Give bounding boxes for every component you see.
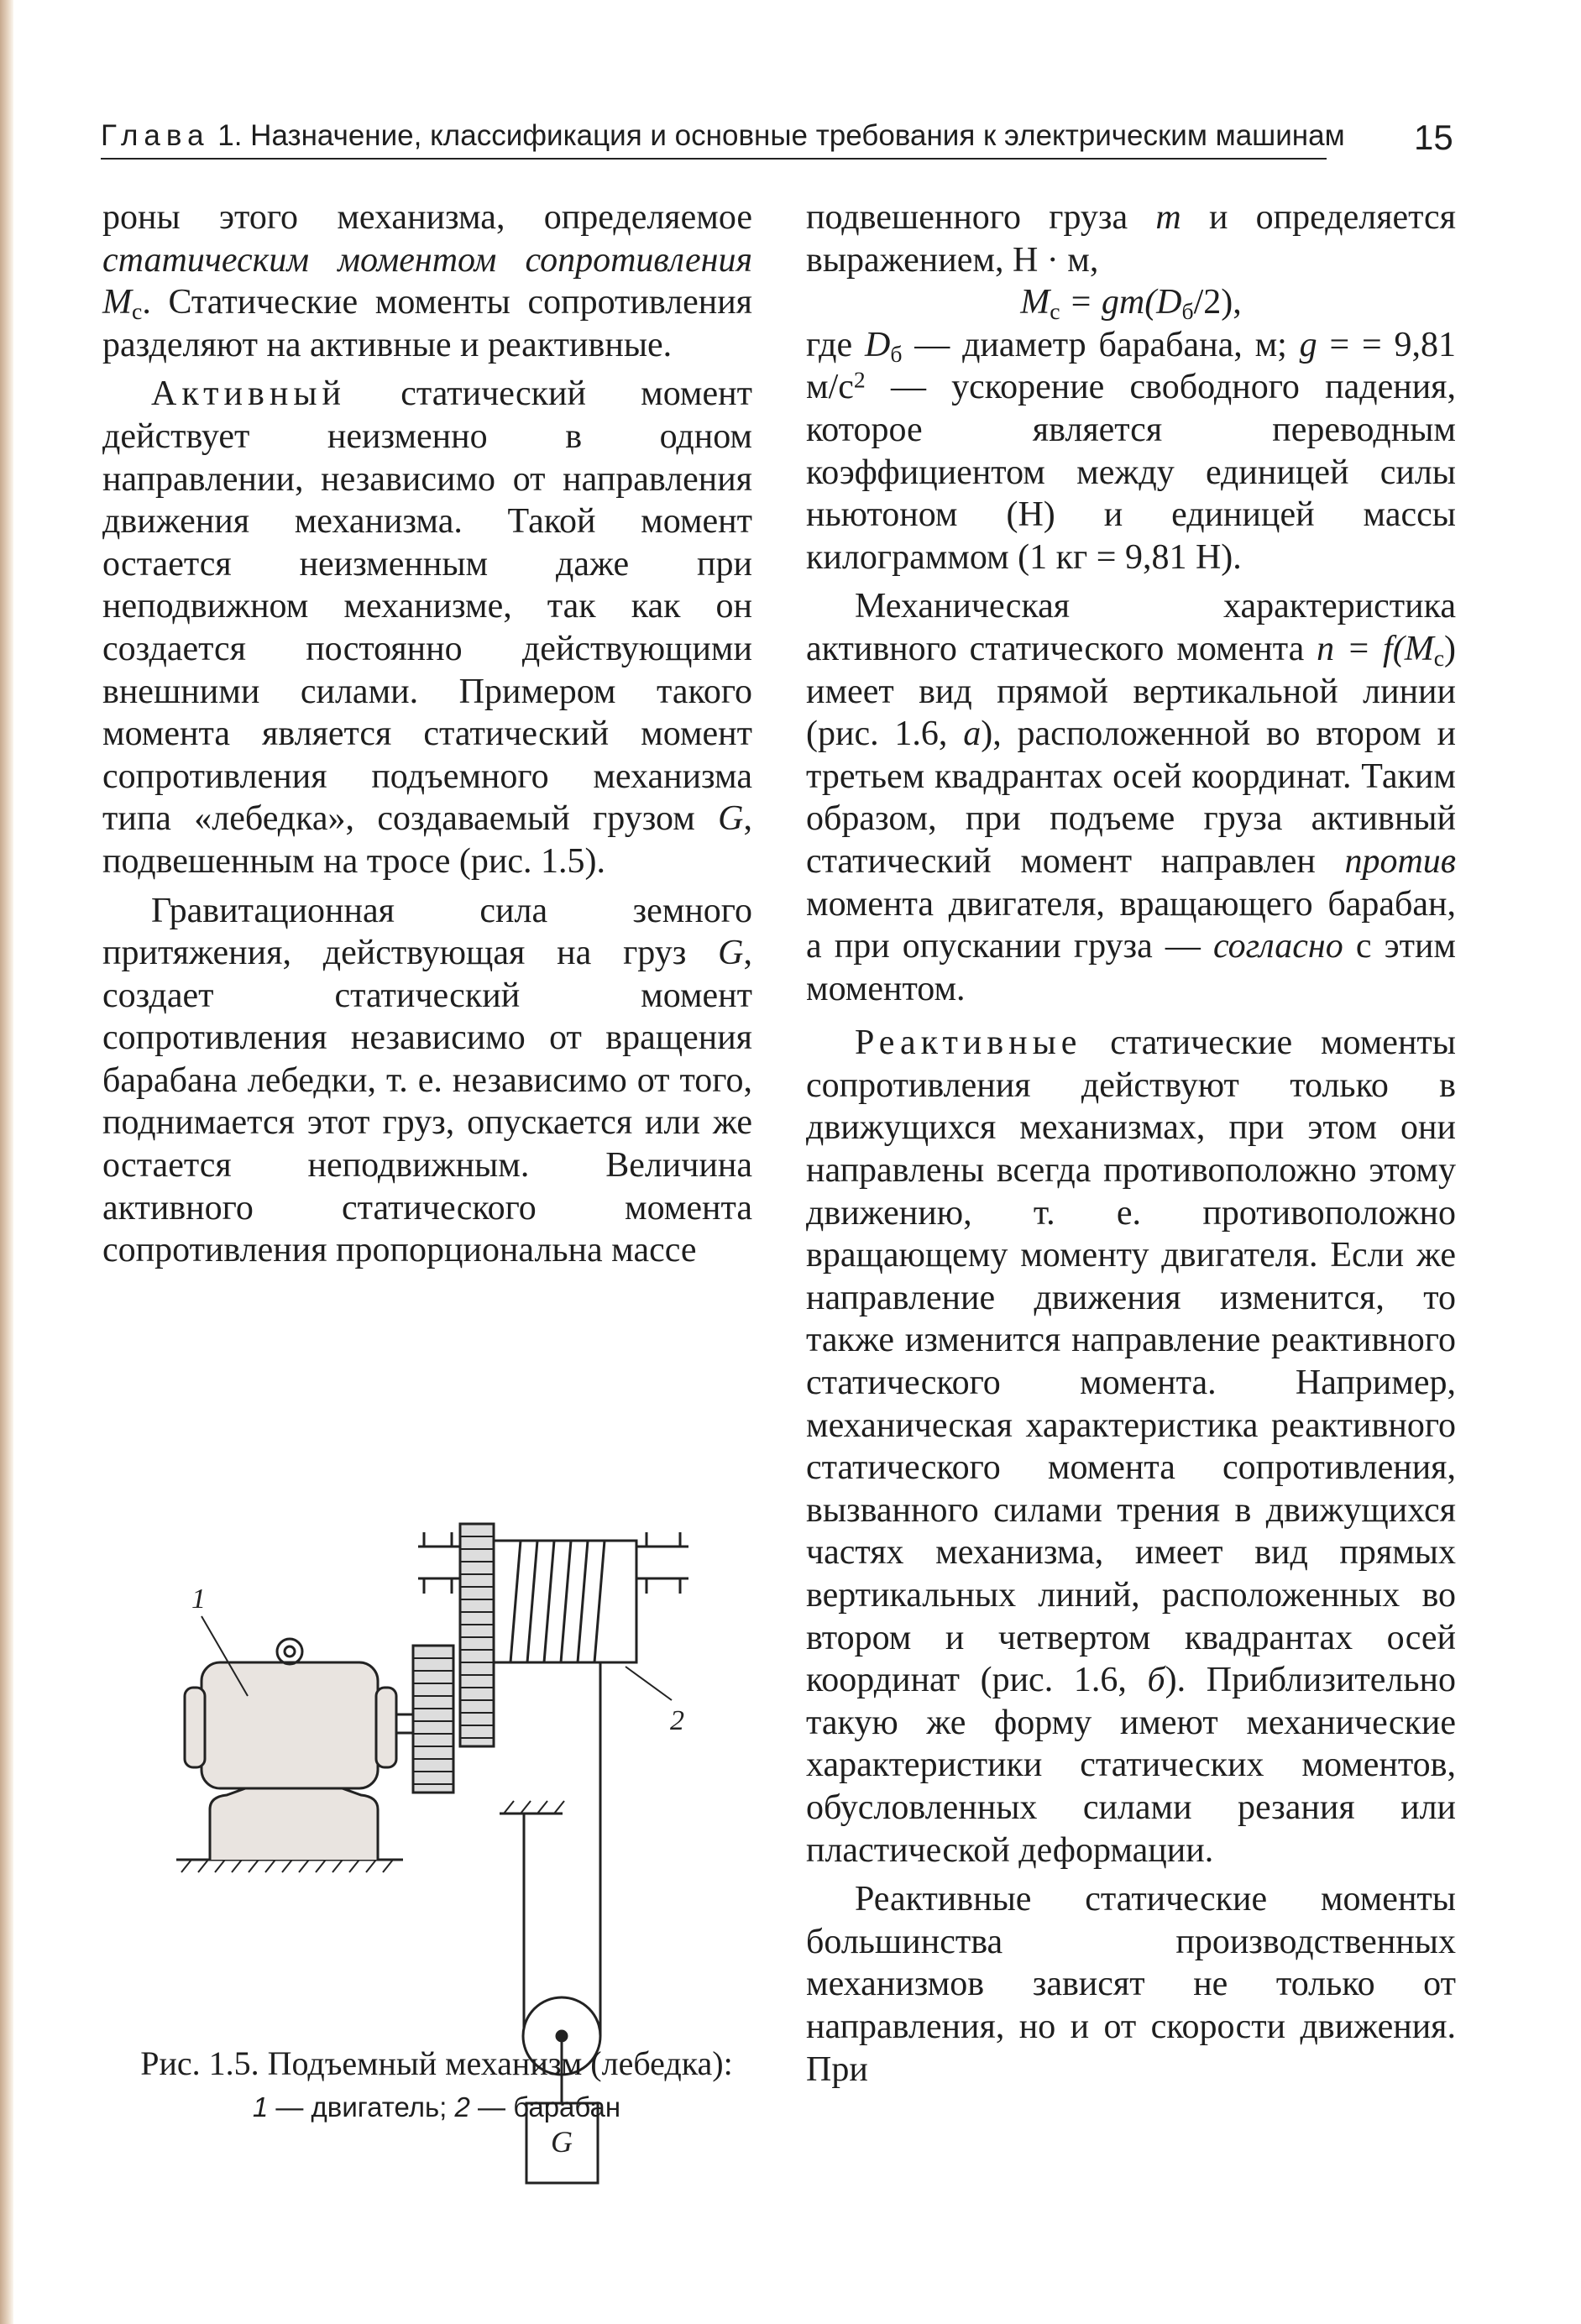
paragraph: Реактивные статические моменты сопротивления действуют только в движущихся механизмах, при этом они направлены всегда противоположно этому движению, т. е. противоположно вращающему моменту двигателя. Если же направление движения изменится, то также изменится направление реактивного статического момента. Например, механическая характеристика реактивного статического момента сопротивления, вызванного силами трения в движущихся частях механизма, имеет вид прямых вертикальных линий, расположенных во втором и четвертом квадрантах осей координат (рис. 1.6, б). Приблизительно такую же форму имеют механические характеристики статических моментов, обусловленных силами резания или пластической деформации. [806, 1023, 1456, 1870]
label-drum: 2 [670, 1705, 684, 1736]
figure-caption [84, 2042, 789, 2129]
paragraph: подвешенного груза m и определяется выражением, Н · м, [806, 198, 1456, 280]
ground-hatch [181, 1860, 393, 1872]
page-number: 15 [1414, 118, 1453, 157]
running-header [101, 118, 1345, 160]
paragraph: где $D_б$ — диаметр барабана, м; g = = 9,81 $м/с^2$ — ускорение свободного падения, которое является переводным коэффициентом между единицей силы ньютоном (Н) и единицей массы килограммом (1 кг = 9,81 Н). [806, 325, 1456, 577]
motor-eye-bolt [277, 1639, 302, 1664]
motor-endcap-right [376, 1688, 396, 1767]
paragraph: Активный статический момент действует неизменно в одном направлении, независимо от направления движения механизма. Такой момент остается неизменным даже при неподвижном механизме, так как он создается постоянно действующими внешними силами. Примером такого момента является статический момент сопротивления подъемного механизма типа «лебедка», создаваемый грузом G, подвешенным на тросе (рис. 1.5). [102, 374, 752, 881]
paragraph: Механическая характеристика активного статического момента $n = f(M_c)$ имеет вид прямой вертикальной линии (рис. 1.6, а), расположенной во втором и третьем квадрантах осей координат. Таким образом, при подъеме груза активный статический момент направлен против момента двигателя, вращающего барабан, а при опускании груза — согласно с этим моментом. [806, 587, 1457, 1008]
left-column [102, 196, 752, 1272]
motor-endcap-left [185, 1688, 205, 1767]
formula: $M_c = gm(D_б/2)$, [1020, 283, 1242, 325]
label-weight: G [551, 2125, 573, 2159]
caption-legend: 1 — двигатель; 2 — барабан [252, 2091, 621, 2122]
caption-title: Рис. 1.5. Подъемный механизм (лебедка): [140, 2044, 733, 2082]
motor-body [202, 1662, 378, 1788]
page-edge [0, 0, 13, 2324]
small-gear [413, 1646, 453, 1793]
bearing-left [418, 1532, 460, 1594]
paragraph: Реактивные статические моменты большинства производственных механизмов зависят не только от направления, но и от скорости движения. При [806, 1880, 1456, 2089]
leader-2 [626, 1667, 672, 1700]
chapter-label: Глава [101, 119, 210, 152]
paragraph: Гравитационная сила земного притяжения, действующая на груз G, создает статический момент сопротивления независимо от вращения барабана лебедки, т. е. независимо от того, поднимается этот груз, опускается или же остается неподвижным. Величина активного статического момента сопротивления пропорциональна массе [102, 891, 752, 1270]
label-motor: 1 [191, 1583, 206, 1615]
right-column [806, 196, 1456, 2091]
bearing-right [636, 1532, 688, 1594]
motor-base [210, 1780, 378, 1860]
chapter-title: 1. Назначение, классификация и основные требования к электрическим машинам [209, 119, 1345, 152]
paragraph: роны этого механизма, определяемое статическим моментом сопротивления $M_c$. Статические моменты сопротивления разделяют на активные и реактивные. [102, 198, 752, 364]
